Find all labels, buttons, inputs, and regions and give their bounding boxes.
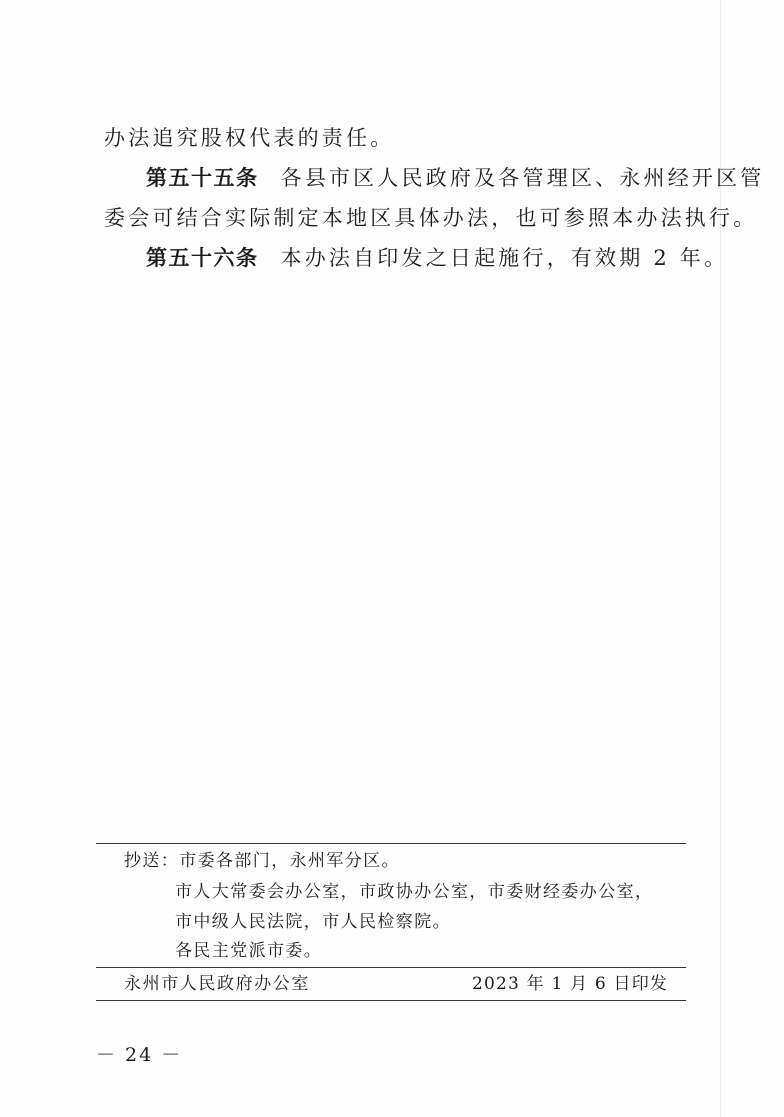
article-56-text: 本办法自印发之日起施行，有效期 2 年。 bbox=[280, 246, 729, 270]
footer-bottom-rule bbox=[96, 1000, 686, 1001]
article-55-number: 第五十五条 bbox=[146, 166, 259, 190]
article-56 bbox=[104, 244, 728, 272]
article-55 bbox=[104, 164, 765, 192]
page-number: － 24 － bbox=[96, 1044, 183, 1066]
body-line-1: 办法追究股权代表的责任。 bbox=[104, 126, 395, 150]
issuing-office: 永州市人民政府办公室 bbox=[124, 974, 310, 994]
footer-top-rule bbox=[96, 967, 686, 968]
cc-top-rule bbox=[96, 843, 686, 844]
cc-recipients-3: 市中级人民法院，市人民检察院。 bbox=[175, 912, 451, 932]
cc-label: 抄送： bbox=[124, 851, 180, 871]
article-55-text-line-2: 委会可结合实际制定本地区具体办法，也可参照本办法执行。 bbox=[104, 206, 758, 230]
cc-recipients-2: 市人大常委会办公室，市政协办公室，市委财经委办公室， bbox=[175, 882, 654, 902]
article-55-text-line-1: 各县市区人民政府及各管理区、永州经开区管 bbox=[280, 166, 765, 190]
cc-recipients-4: 各民主党派市委。 bbox=[175, 941, 323, 961]
issue-date: 2023 年 1 月 6 日印发 bbox=[472, 974, 669, 994]
cc-line-1 bbox=[124, 849, 400, 873]
article-56-number: 第五十六条 bbox=[146, 246, 259, 270]
cc-recipients-1: 市委各部门，永州军分区。 bbox=[179, 851, 401, 871]
